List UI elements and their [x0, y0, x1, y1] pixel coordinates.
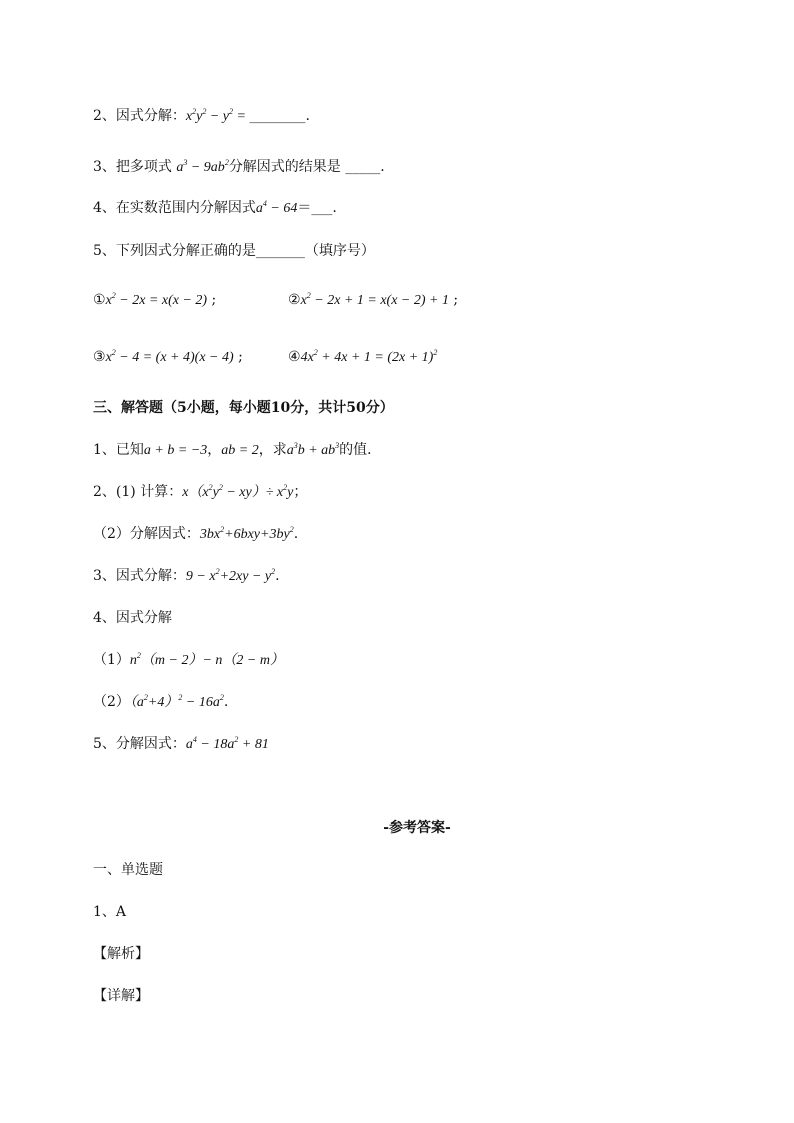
analysis-label: 【解析】	[93, 946, 149, 962]
answer-1: 1、A	[93, 904, 127, 920]
solve-question-3: 3、因式分解：$9 - x^2+2xy - y^2$.	[93, 567, 280, 584]
math-expression: $x^2 - 2x + 1 = x(x - 2) + 1$	[300, 291, 449, 308]
option-1: $①x^2 - 2x = x(x - 2)$ ;	[93, 291, 217, 308]
question-text: 2、因式分解：	[93, 108, 186, 124]
question-text: 分解因式的结果是 _____.	[228, 159, 385, 175]
fill-question-2	[93, 106, 310, 127]
answer-section-1: 一、单选题	[93, 862, 163, 878]
option-3: $③x^2 - 4 = (x + 4)(x - 4)$ ;	[93, 348, 243, 365]
math-expression: $x^2y^2 - y^2$ =	[185, 107, 250, 124]
solve-question-4b: $(2)(a^2+4)^2 - 16a^2$.	[93, 693, 229, 710]
solve-question-4: 4、因式分解	[93, 610, 172, 626]
solve-question-1: 1、已知a + b = −3，ab = 2，求$a^3b + ab^3$的值．	[93, 441, 382, 458]
fill-question-3	[93, 157, 385, 178]
math-expression: $x^2 - 2x = x(x - 2)$	[105, 291, 208, 308]
math-expression: $a^4 - 64$	[255, 199, 298, 216]
math-expression: $4x^2 + 4x + 1 = (2x + 1)^2$	[300, 348, 438, 365]
fill-question-5: 5、下列因式分解正确的是_______（填序号）	[93, 243, 375, 259]
solve-question-2b: （2）分解因式：$3bx^2+6bxy+3by^2$.	[93, 525, 299, 542]
solve-question-2a: 2、(1) 计算：$x(x^2y^2 - xy)\div x^2y$；	[93, 483, 308, 500]
section-3-heading: 三、解答题（5小题，每小题10分，共计50分）	[93, 400, 394, 416]
question-text: 4、在实数范围内分解因式	[93, 200, 256, 216]
answer-key-title: -参考答案-	[383, 820, 451, 836]
option-2: $②x^2 - 2x + 1 = x(x - 2) + 1$ ;	[288, 291, 459, 308]
solve-question-5: 5、分解因式：$a^4 - 18a^2 + 81$	[93, 735, 269, 752]
question-text: ＝___.	[297, 200, 337, 216]
math-expression: $a^3 - 9ab^2$	[176, 158, 229, 175]
option-4: $④4x^2 + 4x + 1 = (2x + 1)^2$	[288, 348, 438, 365]
fill-question-4	[93, 198, 337, 219]
solve-question-4a: $(1)n^2(m - 2)- n(2 - m)$	[93, 651, 284, 668]
detail-label: 【详解】	[93, 988, 149, 1004]
question-text: 3、把多项式	[93, 159, 177, 175]
answer-blank: ________.	[249, 108, 310, 124]
math-expression: $x^2 - 4 = (x + 4)(x - 4)$	[105, 348, 234, 365]
